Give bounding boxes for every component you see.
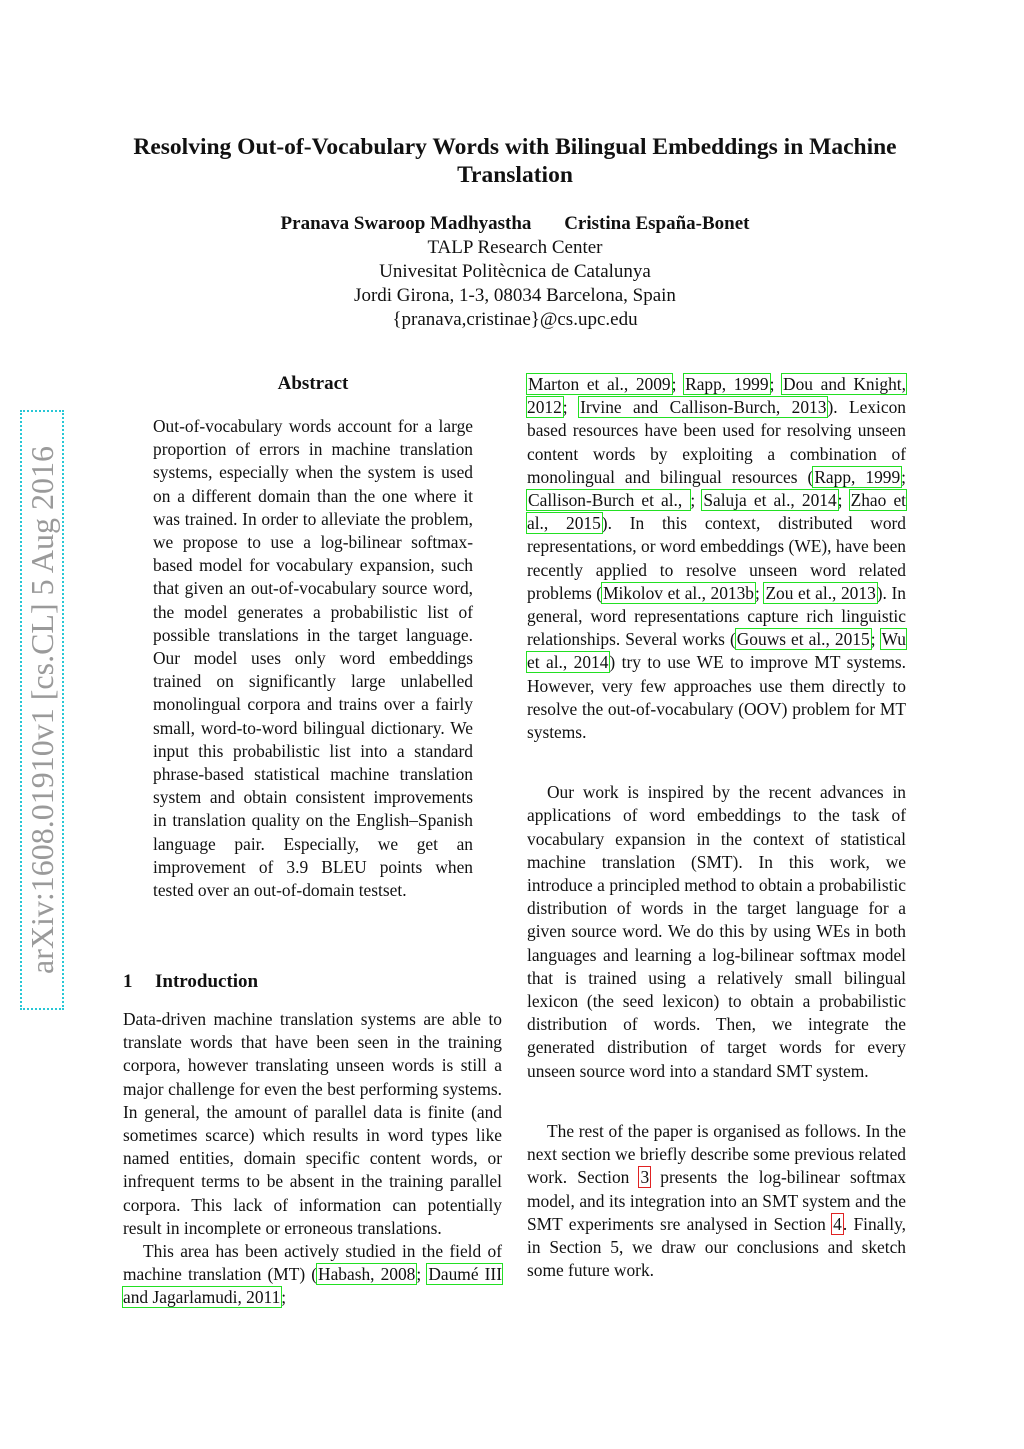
- separator: ;: [755, 582, 760, 603]
- paper-title: Resolving Out-of-Vocabulary Words with Bilingual Embeddings in Machine Translation: [133, 134, 897, 188]
- affiliation-line: TALP Research Center: [427, 237, 603, 258]
- paragraph-text: ). In general, word representations capture rich linguistic relationships. Several works (: [527, 582, 906, 650]
- separator: ;: [769, 374, 775, 394]
- paragraph-text: presents the log-bilinear softmax model, and its integration into an SMT system and the SMT experiments sre analysed in Section: [527, 1167, 906, 1234]
- citation-link[interactable]: Saluja et al., 2014: [703, 490, 837, 511]
- section-ref-link[interactable]: 3: [640, 1167, 650, 1188]
- separator: ;: [562, 397, 568, 418]
- separator: ;: [837, 490, 843, 511]
- author-names: [120, 212, 910, 236]
- citation-link[interactable]: Wu et al., 2014: [527, 629, 906, 673]
- separator: ;: [281, 1287, 287, 1308]
- section-heading: [123, 970, 258, 994]
- author-email: {pranava,cristinae}@cs.upc.edu: [392, 309, 638, 330]
- citation-link[interactable]: Rapp, 1999: [685, 374, 769, 394]
- citation-link[interactable]: Callison-Burch et al.,: [528, 490, 690, 511]
- introduction-body: [123, 1008, 502, 1310]
- paragraph-text: ). Lexicon based resources have been used for resolving unseen content words by exploiting a combination of monolingual and bilingual resources (: [527, 397, 906, 487]
- affiliation-line: Univesitat Politècnica de Catalunya: [379, 261, 651, 282]
- author-block: [120, 212, 910, 332]
- citation-link[interactable]: Irvine and Callison-Burch, 2013: [580, 397, 827, 418]
- paragraph: Data-driven machine translation systems are able to translate words that have been seen in the training corpora, however translating unseen words is still a major challenge for even the best performing systems. In general, the amount of parallel data is finite (and sometimes scarce) which results in word types like named entities, domain specific content words, or infrequent terms to be absent in the training parallel corpora. This lack of information can potentially result in incomplete or erroneous translations.: [123, 1009, 502, 1238]
- citation-link[interactable]: Marton et al., 2009: [528, 374, 671, 394]
- paragraph-text: . Finally, in Section 5, we draw our conclusions and sketch some future work.: [527, 1213, 906, 1281]
- author-name: Pranava Swaroop Madhyastha: [280, 213, 532, 234]
- citation-link[interactable]: Gouws et al., 2015: [736, 629, 870, 650]
- section-number: 1: [123, 971, 133, 992]
- separator: ;: [416, 1264, 422, 1285]
- paragraph: [527, 1120, 906, 1282]
- abstract-heading: Abstract: [277, 373, 349, 394]
- citation-link[interactable]: Habash, 2008: [318, 1264, 416, 1285]
- separator: ;: [901, 466, 906, 487]
- paragraph: Our work is inspired by the recent advances in applications of word embeddings to the task of vocabulary expansion in the context of statistical machine translation (SMT). In this work, we introduce a principled method to obtain a probabilistic distribution of words in the target language for a given source word. We do this by using WEs in both languages and learning a log-bilinear softmax model that is trained using a relatively small bilingual lexicon (the seed lexicon) to obtain a probabilistic distribution of words. Then, we integrate the generated distribution of target words for every unseen source word into a standard SMT system.: [527, 782, 906, 1081]
- paragraph-text: ). In this context, distributed word representations, or word embeddings (WE), have been recently applied to resolve unseen word related problems (: [527, 513, 907, 603]
- paragraph-text: ) try to use WE to improve MT systems. However, very few approaches use them directly to resolve the out-of-vocabulary (OOV) problem for MT systems.: [527, 652, 906, 743]
- citation-link[interactable]: Daumé III and Jagarlamudi, 2011: [123, 1264, 502, 1308]
- separator: ;: [690, 490, 696, 511]
- section-ref-link[interactable]: 4: [833, 1213, 842, 1234]
- separator: ;: [671, 374, 677, 394]
- citation-link[interactable]: Zou et al., 2013: [765, 582, 876, 603]
- citation-link[interactable]: Mikolov et al., 2013b: [603, 582, 755, 603]
- right-column: [527, 373, 906, 1282]
- abstract-text: Out-of-vocabulary words account for a large proportion of errors in machine translation systems, especially when the system is used on a different domain than the one where it was trained. In order to alleviate the problem, we propose to use a log-bilinear softmax-based model for vocabulary expansion, such that given an out-of-vocabulary source word, the model generates a probabilistic list of possible translations in the target language. Our model uses only word embeddings trained on significantly large unlabelled monolingual corpora and trains over a fairly small, word-to-word bilingual dictionary. We input this probabilistic list into a standard phrase-based statistical machine translation system and obtain consistent improvements in translation quality on the English–Spanish language pair. Especially, we get an improvement of 3.9 BLEU points when tested over an out-of-domain testset.: [153, 416, 473, 901]
- separator: ;: [870, 629, 876, 650]
- author-name: Cristina España-Bonet: [564, 213, 750, 234]
- paragraph: [527, 373, 906, 744]
- paragraph-text: The rest of the paper is organised as follows. In the next section we briefly describe some previous related work. Section: [527, 1120, 906, 1188]
- citation-link[interactable]: Rapp, 1999: [814, 466, 901, 487]
- arxiv-identifier: arXiv:1608.01910v1 [cs.CL] 5 Aug 2016: [24, 446, 60, 974]
- affiliation-line: Jordi Girona, 1-3, 08034 Barcelona, Spain: [354, 285, 676, 306]
- paragraph-text: This area has been actively studied in the field of machine translation (MT) (: [123, 1241, 502, 1285]
- paragraph: [123, 1240, 502, 1310]
- citation-link[interactable]: Dou and Knight, 2012: [527, 374, 906, 418]
- citation-link[interactable]: Zhao et al., 2015: [527, 490, 906, 534]
- section-title: Introduction: [155, 971, 259, 992]
